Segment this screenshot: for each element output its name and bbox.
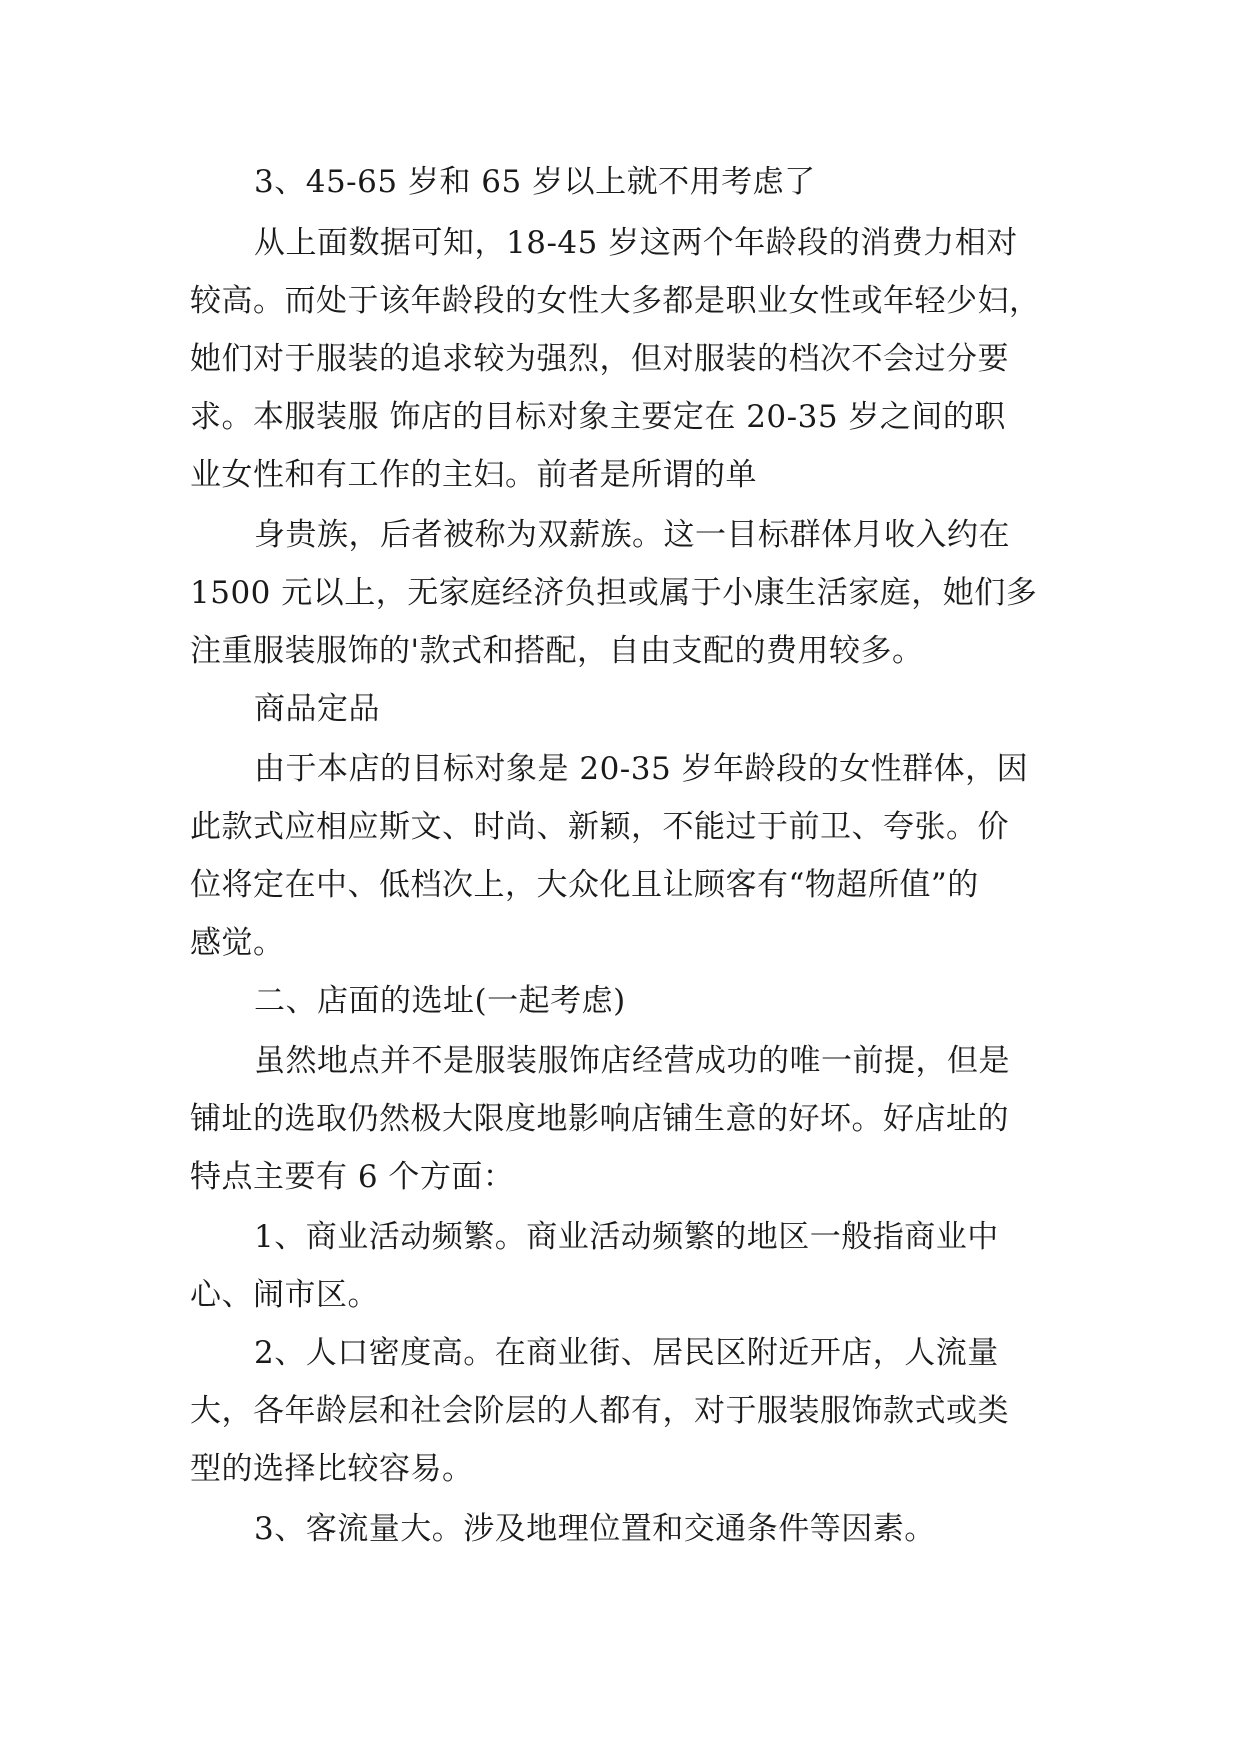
- text-line: 注重服装服饰的'款式和搭配，自由支配的费用较多。: [190, 633, 924, 669]
- text-line: 较高。而处于该年龄段的女性大多都是职业女性或年轻少妇，: [190, 283, 1041, 319]
- text-line: 虽然地点并不是服装服饰店经营成功的唯一前提，但是: [254, 1043, 1010, 1079]
- text-line: 1500 元以上，无家庭经济负担或属于小康生活家庭，她们多: [190, 575, 1038, 611]
- text-line: 求。本服装服 饰店的目标对象主要定在 20-35 岁之间的职: [190, 399, 1006, 435]
- text-line: 她们对于服装的追求较为强烈，但对服装的档次不会过分要: [190, 341, 1009, 377]
- text-line: 业女性和有工作的主妇。前者是所谓的单: [190, 457, 757, 493]
- text-line: 二、店面的选址(一起考虑): [254, 983, 626, 1019]
- text-line: 由于本店的目标对象是 20-35 岁年龄段的女性群体，因: [254, 751, 1029, 787]
- text-line: 感觉。: [190, 925, 285, 961]
- text-line: 型的选择比较容易。: [190, 1451, 474, 1487]
- text-line: 铺址的选取仍然极大限度地影响店铺生意的好坏。好店址的: [190, 1101, 1009, 1137]
- text-line: 1、商业活动频繁。商业活动频繁的地区一般指商业中: [254, 1219, 999, 1255]
- text-line: 特点主要有 6 个方面：: [190, 1159, 515, 1195]
- text-line: 商品定品: [254, 691, 380, 727]
- text-line: 大，各年龄层和社会阶层的人都有，对于服装服饰款式或类: [190, 1393, 1009, 1429]
- text-line: 身贵族，后者被称为双薪族。这一目标群体月收入约在: [254, 517, 1010, 553]
- text-line: 从上面数据可知，18-45 岁这两个年龄段的消费力相对: [254, 225, 1018, 261]
- text-line: 3、客流量大。涉及地理位置和交通条件等因素。: [254, 1511, 936, 1547]
- text-line: 位将定在中、低档次上，大众化且让顾客有“物超所值”的: [190, 867, 979, 903]
- text-line: 3、45-65 岁和 65 岁以上就不用考虑了: [254, 164, 816, 200]
- text-line: 心、闹市区。: [190, 1277, 379, 1313]
- text-line: 2、人口密度高。在商业街、居民区附近开店，人流量: [254, 1335, 999, 1371]
- text-line: 此款式应相应斯文、时尚、新颖，不能过于前卫、夸张。价: [190, 809, 1009, 845]
